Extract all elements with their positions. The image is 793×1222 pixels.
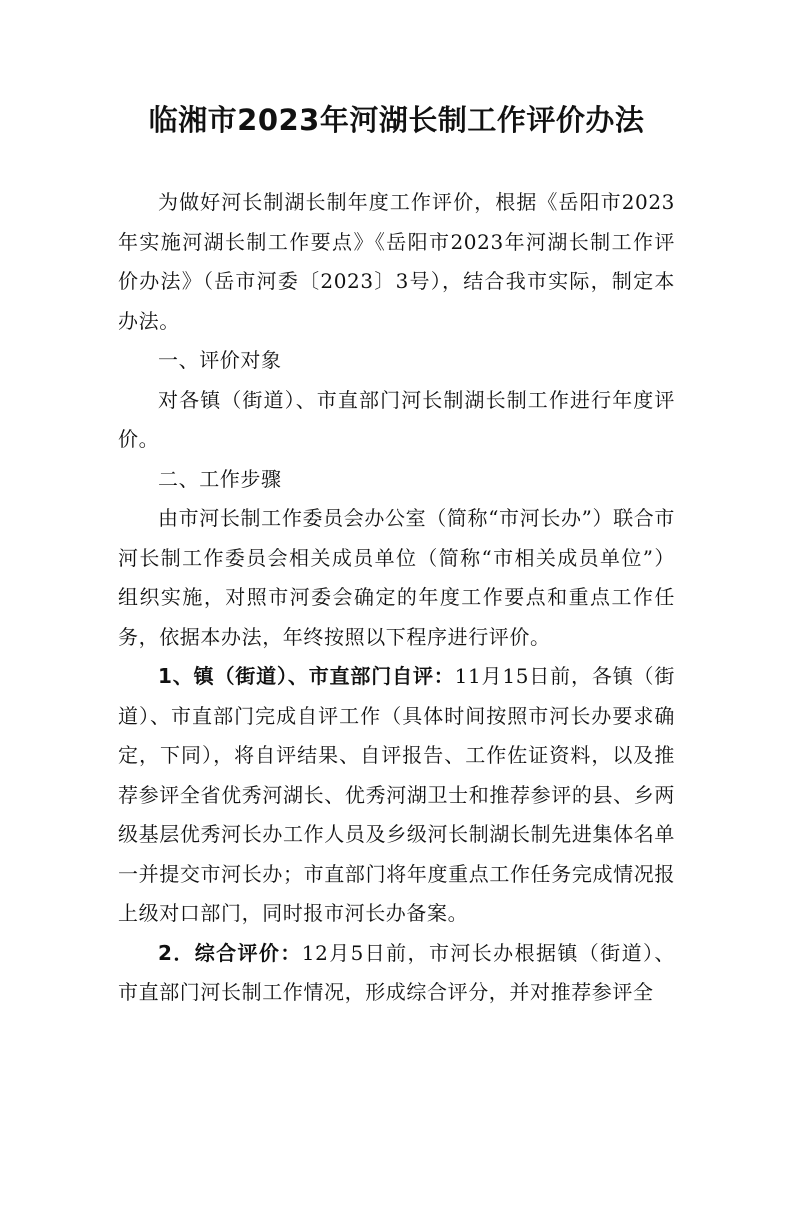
- step-item-2: [118, 934, 675, 1013]
- section-heading-evaluation-target: 一、评价对象: [158, 348, 282, 372]
- section-body-work-steps: 由市河长制工作委员会办公室（简称“市河长办”）联合市河长制工作委员会相关成员单位（简称“市相关成员单位”）组织实施，对照市河委会确定的年度工作要点和重点工作任务，依据本办法，年终按照以下程序进行评价。: [118, 506, 675, 649]
- step-item-1-lead: 1、镇（街道）、市直部门自评：: [158, 664, 455, 688]
- document-title: 临湘市2023年河湖长制工作评价办法: [148, 103, 645, 137]
- intro-paragraph: 为做好河长制湖长制年度工作评价，根据《岳阳市2023年实施河湖长制工作要点》《岳阳市2023年河湖长制工作评价办法》（岳市河委〔2023〕3号），结合我市实际，制定本办法。: [118, 190, 675, 333]
- step-item-2-lead: 2．综合评价：: [158, 940, 302, 965]
- document-body: [118, 183, 675, 1013]
- section-heading-work-steps: 二、工作步骤: [158, 466, 282, 491]
- step-item-1: [118, 657, 675, 934]
- step-item-1-text: 11月15日前，各镇（街道）、市直部门完成自评工作（具体时间按照市河长办要求确定，下同），将自评结果、自评报告、工作佐证资料，以及推荐参评全省优秀河湖长、优秀河湖卫士和推荐参评的县、乡两级基层优秀河长办工作人员及乡级河长制湖长制先进集体名单一并提交市河长办；市直部门将年度重点工作任务完成情况报上级对口部门，同时报市河长办备案。: [118, 664, 675, 925]
- document-page: [0, 100, 793, 1222]
- step-item-2-text: 12月5日前，市河长办根据镇（街道）、市直部门河长制工作情况，形成综合评分，并对推荐参评全: [118, 940, 675, 1004]
- section-body-evaluation-target: 对各镇（街道）、市直部门河长制湖长制工作进行年度评价。: [118, 387, 675, 451]
